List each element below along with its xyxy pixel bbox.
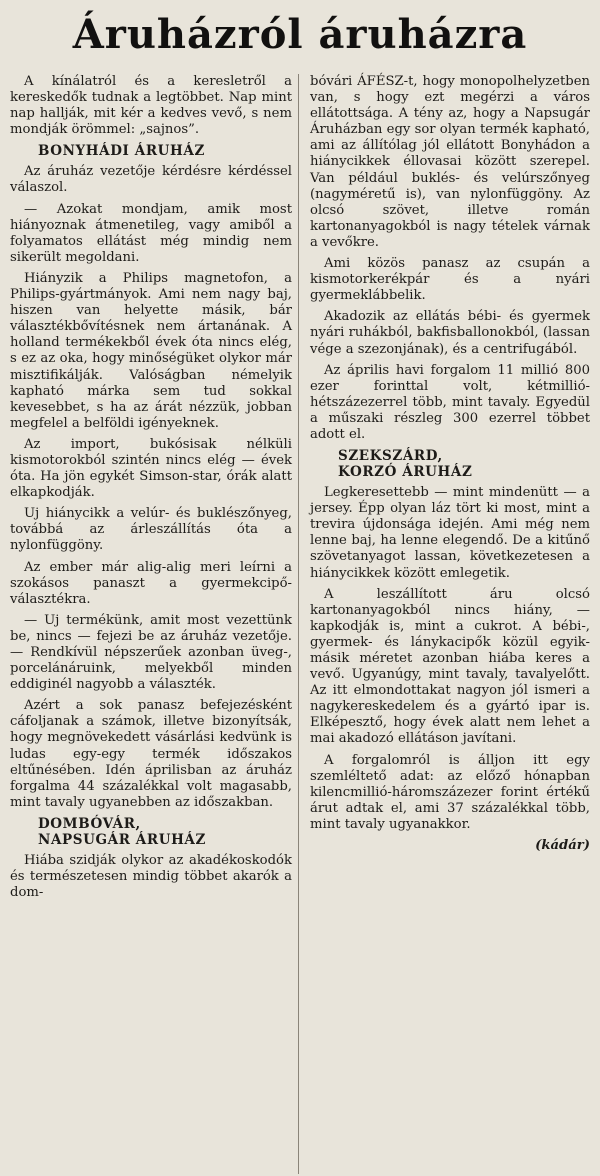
paragraph: Hiába szidják olykor az akadékoskodók és természetesen mindig többet akarók a dom- xyxy=(10,852,292,901)
paragraph: Legkeresettebb — mint mindenütt — a jersey. Épp olyan láz tört ki most, mint a trevira újdonsága idején. Ami még nem lenne baj, ha lenne elegendő. De a kitűnő szövetanyagot lassan, következetesen a hiánycikkek között emlegetik. xyxy=(310,485,590,581)
article-columns xyxy=(10,74,590,906)
paragraph: — Azokat mondjam, amik most hiányoznak átmenetileg, vagy amiből a folyamatos ellátást még mindig nem sikerült megoldani. xyxy=(10,201,292,265)
paragraph: Az import, bukósisak nélküli kismotorokból szintén nincs elég — évek óta. Ha jön egykét Simson-star, órák alatt elkapkodják. xyxy=(10,436,292,501)
section-heading-dombovar xyxy=(10,816,292,848)
headline: Áruházról áruházra xyxy=(72,11,528,58)
section-heading-line: NAPSUGÁR ÁRUHÁZ xyxy=(38,831,206,848)
paragraph: A leszállított áru olcsó kartonanyagokból nincs hiány, — kapkodják is, mint a cukrot. A bébi-, gyermek- és lánykacipők közül egyik-másik méretet azonban hiába keres a vevő. Ugyanúgy, mint tavaly, tavalyelőtt. Az itt elmondottakat nagyon jól ismeri a nagykereskedelem és a gyártó ipar is. Elképesztő, hogy évek alatt nem lehet a mai akadozó ellátáson javítani. xyxy=(310,586,590,747)
column-divider xyxy=(298,74,299,1174)
paragraph: Uj hiánycikk a velúr- és buklészőnyeg, továbbá az árleszállítás óta a nylonfüggöny. xyxy=(10,506,292,554)
section-heading-line: KORZÓ ÁRUHÁZ xyxy=(338,464,473,481)
intro-paragraph: A kínálatról és a keresletről a kereskedők tudnak a legtöbbet. Nap mint nap hallják, mit kér a kedves vevő, s nem mondják örömmel: „sajnos”. xyxy=(10,74,292,138)
paragraph: A forgalomról is álljon itt egy szemléltető adat: az előző hónapban kilencmillió-háromszázezer forint értékű árut adtak el, ami 37 százalékkal több, mint tavaly ugyanakkor. xyxy=(310,752,590,832)
right-column xyxy=(310,74,590,906)
section-heading-szekszard xyxy=(310,448,590,480)
continued-paragraph: bóvári ÁFÉSZ-t, hogy monopolhelyzetben van, s hogy ezt megérzi a város ellátottsága. A tény az, hogy a Napsugár Áruházban egy sor olyan termék kapható, ami az állítólag jól ellátott Bonyhádon a hiánycikkek éllovasai között szerepel. Van például buklés- és velúrszőnyeg (nagyméretű is), van nylonfüggöny. Az olcsó szövet, illetve román kartonanyagokból is nagy tételek várnak a vevőkre. xyxy=(310,74,590,250)
paragraph: — Uj termékünk, amit most vezettünk be, nincs — fejezi be az áruház vezetője. — Rendkívül népszerűek azonban üveg-, porcelánáruink, melyekből minden eddiginél nagyobb a választék. xyxy=(10,612,292,693)
author-signature: (kádár) xyxy=(535,838,590,854)
paragraph: Azért a sok panasz befejezésként cáfoljanak a számok, illetve bizonyítsák, hogy megnövekedett vásárlási kedvünk is ludas egy-egy termék időszakos eltűnésében. Idén áprilisban az áruház forgalma 44 százalékkal volt magasabb, mint tavaly ugyanebben az időszakban. xyxy=(10,698,292,810)
section-heading-line: DOMBÓVÁR, xyxy=(38,815,141,832)
paragraph: Ami közös panasz az csupán a kismotorkerékpár és a nyári gyermeklábbelik. xyxy=(310,256,590,304)
paragraph: Hiányzik a Philips magnetofon, a Philips-gyártmányok. Ami nem nagy baj, hiszen van helyette másik, bár választékbővítésnek nem ártanának. A holland termékekből évek óta nincs elég, s ez az oka, hogy minőségüket olykor már misztifikálják. Valóságban némelyik kapható márka sem tud sokkal kevesebbet, s ha az árát nézzük, jobban megfelel a belföldi igényeknek. xyxy=(10,270,292,431)
paragraph: Az ember már alig-alig meri leírni a szokásos panaszt a gyermekcipő-választékra. xyxy=(10,559,292,607)
section-heading-line: SZEKSZÁRD, xyxy=(338,448,443,465)
left-column xyxy=(10,74,292,906)
paragraph: Az áruház vezetője kérdésre kérdéssel válaszol. xyxy=(10,164,292,196)
section-heading-bonyhad: BONYHÁDI ÁRUHÁZ xyxy=(38,143,205,160)
paragraph: Akadozik az ellátás bébi- és gyermek nyári ruhákból, bakfisballonokból, (lassan vége a szezonjának), és a centrifugából. xyxy=(310,309,590,357)
paragraph: Az április havi forgalom 11 millió 800 ezer forinttal volt, kétmillió-hétszázezerrel több, mint tavaly. Egyedül a műszaki részleg 300 ezerrel többet adott el. xyxy=(310,362,590,442)
